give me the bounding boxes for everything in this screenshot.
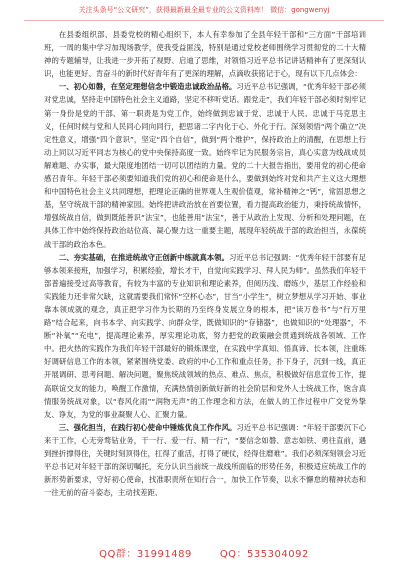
section-paragraph-1 <box>44 80 366 250</box>
section-body-1: 习近平总书记强调，“优秀年轻干部必须对党忠诚，坚持走中国特色社会主义道路，坚定不移听党话、跟党走”，我们年轻干部必须时刻牢记第一身份是党的干部、第一职责是为党工作，始终做到忠诚于党、忠诚于人民、忠诚于马克思主义，任何时候与党和人民同心同向同行，把思诸二字内化于心、外化于行。深刻领悟“两个确立”决定性意义，增强“四个意识”，坚定“四个自信”，做到“两个维护”，保持政治上的清醒，在思想上行动上同以习近平同志为核心的党中央保持高度一致。始终牢记为民服务宗旨，真心实意为线战成员解难题、办实事，最大限度地团结一切可以团结的力量。党的二十大报告指出，要用党的初心使命感召青年。年轻干部必须要知道我们党的初心和使命是什么，要做到始终对党和共产主义这大理想和中国特色社会主义共同理想，把理论正确的世界观人生观价值观，常补精神之“钙”，常固思想之基，坚守统战干部的精神家园。始终把讲政治放在首要位置，看力提高政治能力，秉持统战情怀，增强统战自信，做到既能善识“法宝”，也能善用“法宝”，善于从政治上发现、分析和处理问题，在具体工作中始终保持政治站位高、凝心聚力这一重要主题，展现年轻统战干部的政治担当，永葆统战干部的政治本色。 <box>44 82 366 249</box>
section-body-3: 习近平总书记强调：“年轻干部要沉下心来干工作，心无旁骛钻业务，干一行、爱一行、精一行”，“要信念如磐、意志如铁、勇往直前，遇到挫折撑得住，关键时刻顶得住，扛得了重活，打得了硬仗，经得住磨难”。我们必须深刻领会习近平总书记对年轻干部的深切嘱托，充分认识当前统一战线所面临的形势任务，积极适应统战工作的新形势新要求，守好初心使命，找准职责所在知行合一，加快工作节奏，以永不懈怠的精神状态和一往无前的奋斗姿态，主动找差距、 <box>44 422 366 498</box>
intro-paragraph: 在县委组织部、县委党校的精心组织下，本人有幸参加了全县年轻干部和“三方面”干部培训班，一周的集中学习加现场教学，使我受益匪浅，特别是通过党校老师围绕学习贯彻党的二十大精神的专题辅导，让我进一步开拓了视野、启迪了思维，对领悟习近平总书记讲话精神有了更深刻认识，也能更好、肯奋斗的新时代好青年有了更深的理解，点滴收获铭记于心，现有以下几点体会： <box>44 30 366 79</box>
section-paragraph-2 <box>44 251 366 421</box>
section-paragraph-3 <box>44 421 366 500</box>
section-heading-1: 一、初心如磐，在坚定理想信念中锻造忠诚政治品格。 <box>58 82 237 92</box>
promo-banner: 关注头条号“公文研究”，获得最新最全最专业的公文资料库！ 微信：gongwenyj <box>24 6 384 21</box>
section-heading-2: 二、夯实基础，在推进统战守正创新中练就真本领。 <box>58 252 229 262</box>
qq-number: QQ：535304092 <box>219 549 309 560</box>
article-body <box>44 28 366 499</box>
section-heading-3: 三、强化担当，在践行初心使命中锤炼优良工作作风。 <box>58 422 237 432</box>
section-body-2: 习近平总书记强调：“优秀年轻干部要有足够本领来接班，加强学习，积累经验，增长才干，自觉向实践学习、拜人民为师”。虽然我们年轻干部普遍接受过高等教育，有较为丰富的专业知识和理论素养，但阅历浅、磨练少，基层工作经验和实践能力还非常欠缺，这就需要我们常怀“空杯心态”，甘当“小学生”，树立梦想从学习开始、事业靠本领成就的观念，真正把学习作为长期的乃至终身发展立身的根本，把“读万卷书”与“行万里路”结合起来，向书本学、向实践学、向群众学，既做知识的“存储器”，也做知识的“处理器”，不断“补氧”“充电”，提高理论素养，厚实理论功底，努力把党的政策融会贯通到统战各领域、工作中。把火热的实践作为我们年轻干部最好的锻炼课堂，在实践中学真知、悟真谛、长本领，注重练好调研信息工作的本领，紧紧围绕党委、政府的中心工作和重点任务，扑下身子，沉到一线，真正开展调研、思考问题、解决问题，聚焦统战领域的热点、难点、焦点，积极做好信息宣传工作，提高联谊交友的能力，唤醒工作激情，充满热情创新做好新的社会阶层和党外人士统战工作，饱含真情服务统战对象，以“春风化雨”“润物无声”的工作理念和方法，在做人的工作过程中广交党外挚友、诤友，为党的事业凝聚人心、汇聚力量。 <box>44 252 366 419</box>
contact-footer <box>0 545 408 560</box>
qq-group: QQ群：31991489 <box>99 549 192 560</box>
